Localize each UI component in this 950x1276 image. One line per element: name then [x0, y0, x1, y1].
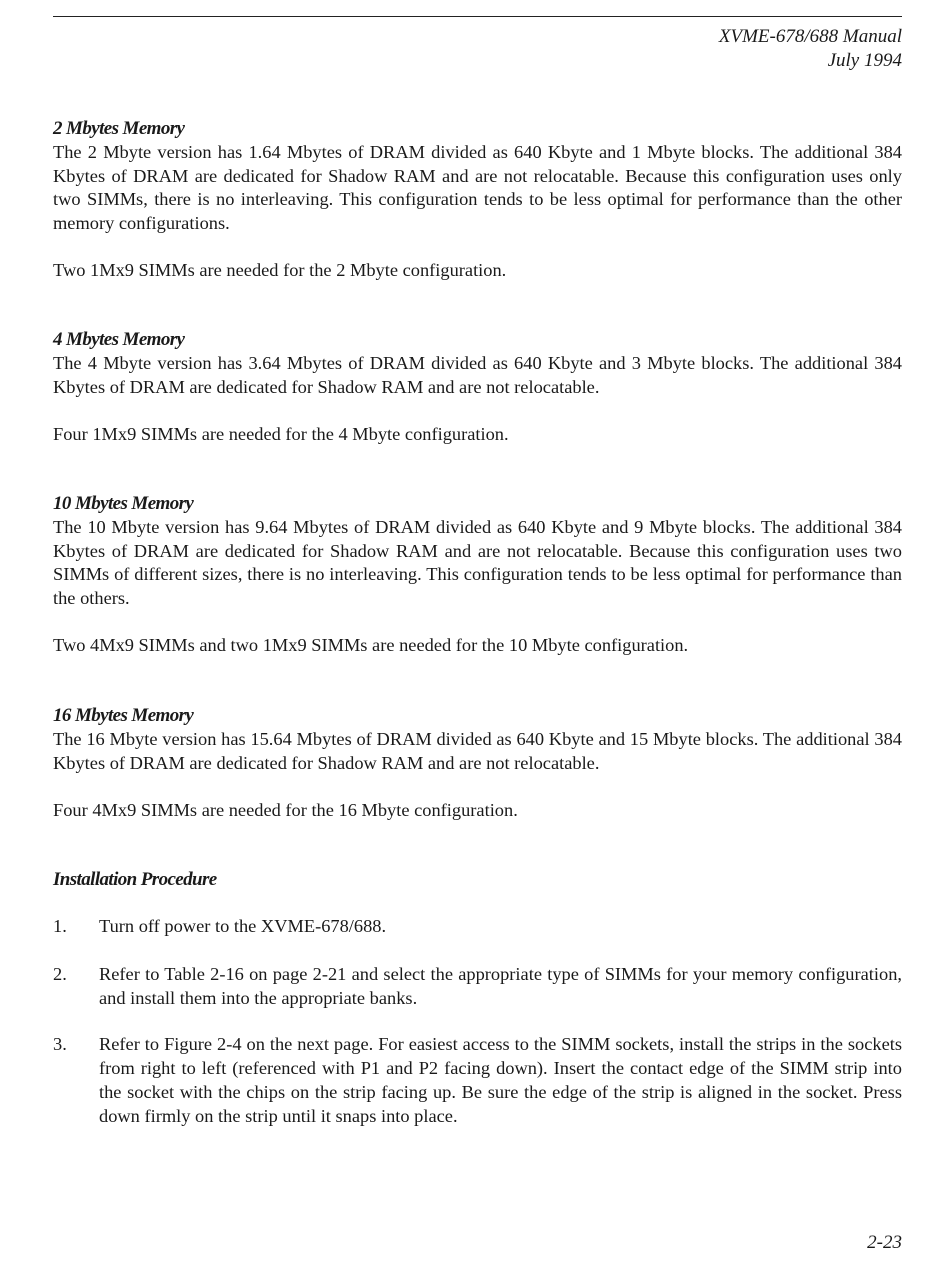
section-title: 16 Mbytes Memory	[53, 705, 194, 726]
section-paragraph: The 2 Mbyte version has 1.64 Mbytes of DRAM divided as 640 Kbyte and 1 Mbyte blocks. The additional 384 Kbytes of DRAM are dedicated for Shadow RAM and are not relocatable. Because this configuration uses only two SIMMs, there is no interleaving. This configuration tends to be less optimal for performance than the other memory configurations.	[53, 142, 902, 233]
section-4mb-memory	[53, 328, 902, 446]
section-paragraph: The 16 Mbyte version has 15.64 Mbytes of DRAM divided as 640 Kbyte and 15 Mbyte blocks. The additional 384 Kbytes of DRAM are dedicated for Shadow RAM and are not relocatable.	[53, 729, 902, 773]
section-title: 10 Mbytes Memory	[53, 493, 194, 514]
header-rule	[53, 16, 902, 17]
section-16mb-memory	[53, 704, 902, 822]
step-number: 2.	[53, 964, 67, 984]
section-paragraph: Two 4Mx9 SIMMs and two 1Mx9 SIMMs are needed for the 10 Mbyte configuration.	[53, 634, 689, 655]
section-paragraph: Four 1Mx9 SIMMs are needed for the 4 Mbyte configuration.	[53, 423, 509, 444]
step-text: Refer to Figure 2-4 on the next page. For easiest access to the SIMM sockets, install the strips in the sockets from right to left (referenced with P1 and P2 facing down). Insert the contact edge of the SIMM strip into the socket with the chips on the strip facing up. Be sure the edge of the strip is aligned in the socket. Press down firmly on the strip until it snaps into place.	[99, 1034, 902, 1126]
step-text: Turn off power to the XVME-678/688.	[99, 916, 387, 936]
section-2mb-memory	[53, 117, 902, 282]
manual-title: XVME-678/688 Manual	[718, 26, 902, 47]
page-number: 2-23	[867, 1232, 902, 1253]
section-title: 4 Mbytes Memory	[53, 329, 185, 350]
section-10mb-memory	[53, 492, 902, 657]
step-number: 1.	[53, 916, 67, 936]
section-title: 2 Mbytes Memory	[53, 118, 185, 139]
manual-date: July 1994	[827, 50, 902, 71]
step-text: Refer to Table 2-16 on page 2-21 and select the appropriate type of SIMMs for your memory configuration, and install them into the appropriate banks.	[99, 964, 902, 1008]
step-number: 3.	[53, 1034, 67, 1054]
section-paragraph: The 10 Mbyte version has 9.64 Mbytes of DRAM divided as 640 Kbyte and 9 Mbyte blocks. The additional 384 Kbytes of DRAM are dedicated for Shadow RAM and are not relocatable. Because this configuration uses two SIMMs of different sizes, there is no interleaving. This configuration tends to be less optimal for performance than the others.	[53, 517, 902, 608]
list-item	[53, 1032, 902, 1128]
section-title: Installation Procedure	[53, 869, 217, 890]
page-header	[719, 25, 902, 73]
section-paragraph: Two 1Mx9 SIMMs are needed for the 2 Mbyte configuration.	[53, 259, 507, 280]
list-item	[53, 962, 902, 1010]
installation-procedure	[53, 868, 902, 892]
list-item	[53, 914, 902, 938]
section-paragraph: Four 4Mx9 SIMMs are needed for the 16 Mbyte configuration.	[53, 799, 518, 820]
section-paragraph: The 4 Mbyte version has 3.64 Mbytes of DRAM divided as 640 Kbyte and 3 Mbyte blocks. The additional 384 Kbytes of DRAM are dedicated for Shadow RAM and are not relocatable.	[53, 353, 902, 397]
